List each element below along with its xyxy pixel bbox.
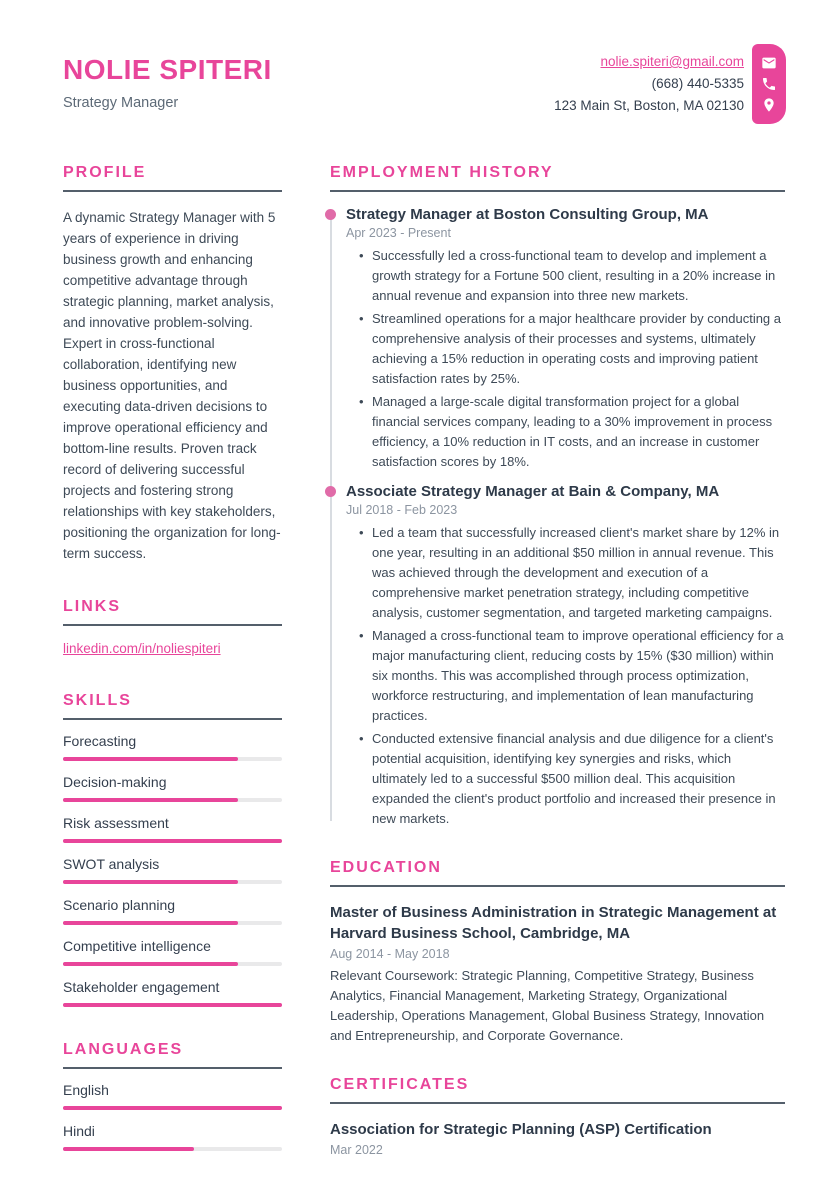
skill-item: [63, 856, 282, 884]
skill-bar-fill: [63, 839, 282, 843]
education-title: Master of Business Administration in Strategic Management at Harvard Business School, Cambridge, MA: [330, 904, 777, 942]
section-profile: [63, 164, 282, 564]
skill-label: Scenario planning: [63, 897, 176, 913]
linkedin-link[interactable]: linkedin.com/in/noliespiteri: [63, 641, 221, 656]
skill-item: [63, 979, 282, 1007]
email-icon: [761, 55, 777, 71]
skill-bar-fill: [63, 880, 238, 884]
section-employment: [330, 164, 785, 829]
education-entry: [330, 902, 785, 1046]
section-certificates: [330, 1076, 785, 1157]
contact-icon-bar: [752, 44, 786, 124]
language-label: Hindi: [63, 1123, 95, 1139]
employment-timeline: [330, 206, 785, 829]
contact-address: 123 Main St, Boston, MA 02130: [554, 98, 744, 113]
skill-label: Decision-making: [63, 774, 167, 790]
skill-item: [63, 774, 282, 802]
language-bar-track: [63, 1106, 282, 1110]
profile-heading: PROFILE: [63, 164, 282, 192]
language-bar-track: [63, 1147, 282, 1151]
employment-heading: EMPLOYMENT HISTORY: [330, 164, 785, 192]
certificate-title: Association for Strategic Planning (ASP) Certification: [330, 1121, 712, 1138]
section-skills: [63, 692, 282, 1007]
languages-heading: LANGUAGES: [63, 1041, 282, 1069]
education-heading: EDUCATION: [330, 859, 785, 887]
skill-item: [63, 733, 282, 761]
skill-label: Risk assessment: [63, 815, 169, 831]
skills-heading: SKILLS: [63, 692, 282, 720]
job-bullet: • Conducted extensive financial analysis and due diligence for a client's potential acquisition, identifying key synergies and risks, which ultimately led to a successful $500 million deal. This acquisition expanded the client's product portfolio and increased their presence in new markets.: [372, 729, 785, 829]
job-bullet: • Led a team that successfully increased client's market share by 12% in one year, resulting in an additional $50 million in annual revenue. This was achieved through the development and execution of a comprehensive market penetration strategy, including competitive analysis, customer segmentation, and targeted marketing campaigns.: [372, 523, 785, 623]
timeline-dot: [325, 209, 336, 220]
skill-item: [63, 897, 282, 925]
skill-bar-track: [63, 839, 282, 843]
certificates-heading: CERTIFICATES: [330, 1076, 785, 1104]
skill-label: Competitive intelligence: [63, 938, 211, 954]
language-label: English: [63, 1082, 109, 1098]
language-bar-fill: [63, 1147, 194, 1151]
job-entry: [346, 206, 785, 472]
skill-bar-fill: [63, 1003, 282, 1007]
skill-label: Forecasting: [63, 733, 137, 749]
links-heading: LINKS: [63, 598, 282, 626]
education-description: Relevant Coursework: Strategic Planning, Competitive Strategy, Business Analytics, Financial Management, Marketing Strategy, Organizational Leadership, Operations Management, Global Business Strategy, Innovation and Entrepreneurship, and Corporate Governance.: [330, 968, 765, 1043]
skill-bar-track: [63, 798, 282, 802]
job-bullet: • Successfully led a cross-functional team to develop and implement a growth strategy for a Fortune 500 client, resulting in a 20% increase in annual revenue and expansion into three new markets.: [372, 246, 785, 306]
skill-bar-fill: [63, 757, 238, 761]
certificate-dates: Mar 2022: [330, 1143, 383, 1157]
skill-bar-fill: [63, 921, 238, 925]
timeline-line: [330, 215, 332, 821]
job-entry: [346, 483, 785, 829]
skill-label: Stakeholder engagement: [63, 979, 220, 995]
header: [63, 54, 272, 111]
skill-item: [63, 815, 282, 843]
left-column: [63, 164, 282, 1151]
skill-bar-track: [63, 1003, 282, 1007]
location-icon: [761, 97, 777, 113]
contact-email-link[interactable]: nolie.spiteri@gmail.com: [600, 54, 744, 69]
job-dates: Apr 2023 - Present: [346, 226, 451, 240]
contact-phone: (668) 440-5335: [651, 76, 744, 91]
section-links: [63, 598, 282, 658]
job-bullet: • Managed a large-scale digital transformation project for a global financial services company, leading to a 30% improvement in process efficiency, a 10% reduction in IT costs, and an increase in customer satisfaction scores by 18%.: [372, 392, 785, 472]
job-bullet: • Streamlined operations for a major healthcare provider by conducting a comprehensive analysis of their processes and systems, ultimately achieving a 15% reduction in operating costs and improving patient satisfaction rates by 25%.: [372, 309, 785, 389]
education-dates: Aug 2014 - May 2018: [330, 947, 450, 961]
section-education: [330, 859, 785, 1046]
skill-bar-track: [63, 757, 282, 761]
timeline-dot: [325, 486, 336, 497]
right-column: [330, 164, 785, 1157]
phone-icon: [761, 76, 777, 92]
language-item: [63, 1123, 282, 1151]
job-bullet: • Managed a cross-functional team to improve operational efficiency for a major manufacturing client, reducing costs by 15% ($30 million) within six months. This was accomplished through process optimization, workforce restructuring, and implementation of lean manufacturing practices.: [372, 626, 785, 726]
skill-bar-fill: [63, 798, 238, 802]
certificate-entry: [330, 1119, 785, 1157]
skill-bar-track: [63, 880, 282, 884]
section-languages: [63, 1041, 282, 1151]
contact-block: [554, 51, 744, 117]
skill-item: [63, 938, 282, 966]
language-bar-fill: [63, 1106, 282, 1110]
skill-bar-track: [63, 962, 282, 966]
skill-bar-track: [63, 921, 282, 925]
job-title: Associate Strategy Manager at Bain & Company, MA: [346, 483, 785, 500]
job-bullets: [346, 523, 785, 829]
job-bullets: [346, 246, 785, 472]
skill-bar-fill: [63, 962, 238, 966]
job-title: Strategy Manager at Boston Consulting Group, MA: [346, 206, 785, 223]
profile-text: A dynamic Strategy Manager with 5 years of experience in driving business growth and enhancing competitive advantage through strategic planning, market analysis, and innovative problem-solving. Expert in cross-functional collaboration, identifying new business opportunities, and executing data-driven decisions to improve operational efficiency and bottom-line results. Proven track record of delivering successful projects and fostering strong relationships with key stakeholders, positioning the organization for long-term success.: [63, 210, 281, 561]
language-item: [63, 1082, 282, 1110]
skill-label: SWOT analysis: [63, 856, 160, 872]
person-name: NOLIE SPITERI: [63, 54, 272, 85]
job-dates: Jul 2018 - Feb 2023: [346, 503, 458, 517]
person-job-title: Strategy Manager: [63, 95, 179, 111]
